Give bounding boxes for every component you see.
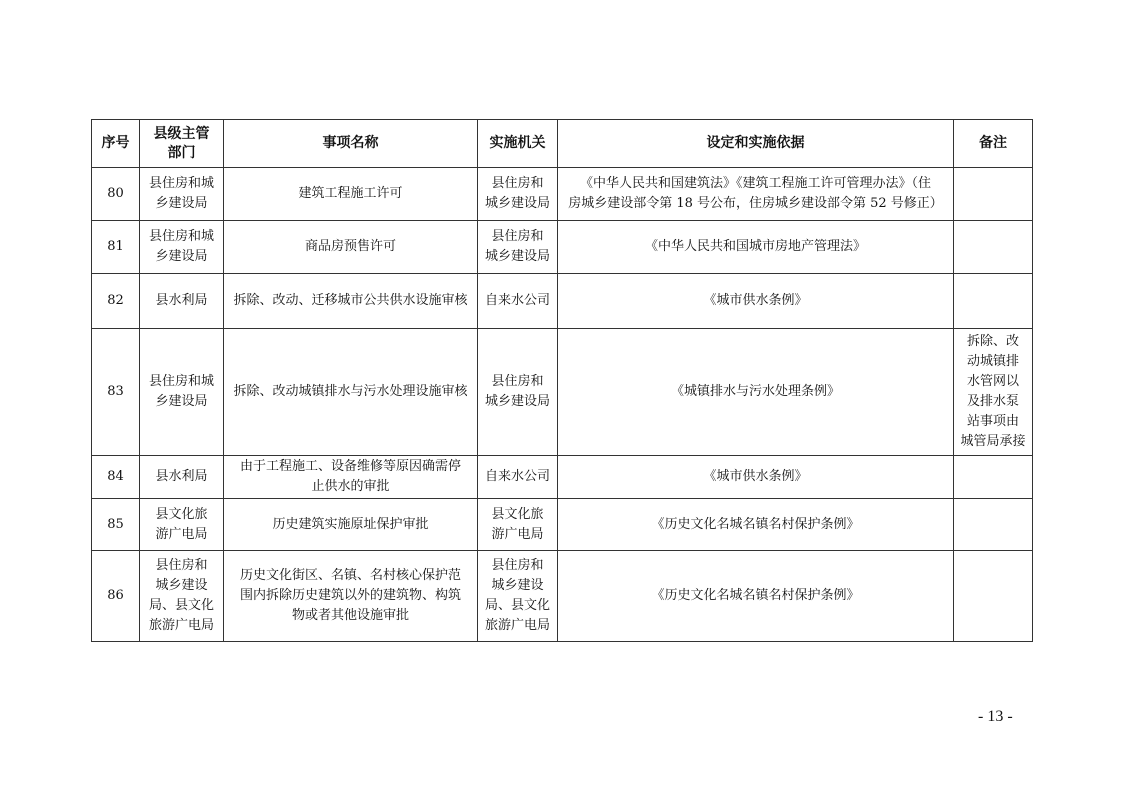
row-remark — [954, 551, 1033, 642]
row-no: 82 — [92, 274, 140, 329]
row-no: 85 — [92, 499, 140, 551]
row-agency: 县住房和 城乡建设局 — [478, 329, 558, 456]
row-agency: 自来水公司 — [478, 456, 558, 499]
row-item: 历史建筑实施原址保护审批 — [224, 499, 478, 551]
row-dept: 县住房和 城乡建设 局、县文化 旅游广电局 — [140, 551, 224, 642]
row-basis: 《历史文化名城名镇名村保护条例》 — [558, 499, 954, 551]
row-dept: 县住房和城 乡建设局 — [140, 168, 224, 221]
row-agency: 县住房和 城乡建设 局、县文化 旅游广电局 — [478, 551, 558, 642]
header-no: 序号 — [92, 120, 140, 168]
table-row — [92, 456, 1033, 499]
row-remark — [954, 168, 1033, 221]
row-agency: 县文化旅 游广电局 — [478, 499, 558, 551]
row-agency: 县住房和 城乡建设局 — [478, 168, 558, 221]
row-dept: 县水利局 — [140, 274, 224, 329]
page-number: - 13 - — [978, 708, 1013, 725]
row-no: 86 — [92, 551, 140, 642]
header-remark: 备注 — [954, 120, 1033, 168]
row-basis: 《城市供水条例》 — [558, 274, 954, 329]
header-row — [92, 120, 1033, 168]
table-row — [92, 274, 1033, 329]
table-row — [92, 499, 1033, 551]
row-basis: 《城镇排水与污水处理条例》 — [558, 329, 954, 456]
row-no: 83 — [92, 329, 140, 456]
table-row — [92, 551, 1033, 642]
row-no: 80 — [92, 168, 140, 221]
row-basis: 《历史文化名城名镇名村保护条例》 — [558, 551, 954, 642]
row-basis: 《中华人民共和国建筑法》《建筑工程施工许可管理办法》（住 房城乡建设部令第 18 号公布，住房城乡建设部令第 52 号修正） — [558, 168, 954, 221]
row-basis: 《中华人民共和国城市房地产管理法》 — [558, 221, 954, 274]
header-item: 事项名称 — [224, 120, 478, 168]
row-remark: 拆除、改 动城镇排 水管网以 及排水泵 站事项由 城管局承接 — [954, 329, 1033, 456]
row-no: 84 — [92, 456, 140, 499]
row-agency: 县住房和 城乡建设局 — [478, 221, 558, 274]
row-dept: 县住房和城 乡建设局 — [140, 329, 224, 456]
row-remark — [954, 221, 1033, 274]
table-row — [92, 168, 1033, 221]
row-item: 拆除、改动城镇排水与污水处理设施审核 — [224, 329, 478, 456]
row-no: 81 — [92, 221, 140, 274]
row-dept: 县文化旅 游广电局 — [140, 499, 224, 551]
row-item: 拆除、改动、迁移城市公共供水设施审核 — [224, 274, 478, 329]
row-item: 建筑工程施工许可 — [224, 168, 478, 221]
table-row — [92, 221, 1033, 274]
header-basis: 设定和实施依据 — [558, 120, 954, 168]
row-remark — [954, 456, 1033, 499]
row-basis: 《城市供水条例》 — [558, 456, 954, 499]
row-remark — [954, 274, 1033, 329]
item-table — [91, 119, 1033, 642]
table-row — [92, 329, 1033, 456]
row-item: 商品房预售许可 — [224, 221, 478, 274]
row-dept: 县水利局 — [140, 456, 224, 499]
row-item: 由于工程施工、设备维修等原因确需停 止供水的审批 — [224, 456, 478, 499]
header-agency: 实施机关 — [478, 120, 558, 168]
row-item: 历史文化街区、名镇、名村核心保护范 围内拆除历史建筑以外的建筑物、构筑 物或者其他设施审批 — [224, 551, 478, 642]
row-agency: 自来水公司 — [478, 274, 558, 329]
row-dept: 县住房和城 乡建设局 — [140, 221, 224, 274]
row-remark — [954, 499, 1033, 551]
header-dept: 县级主管 部门 — [140, 120, 224, 168]
